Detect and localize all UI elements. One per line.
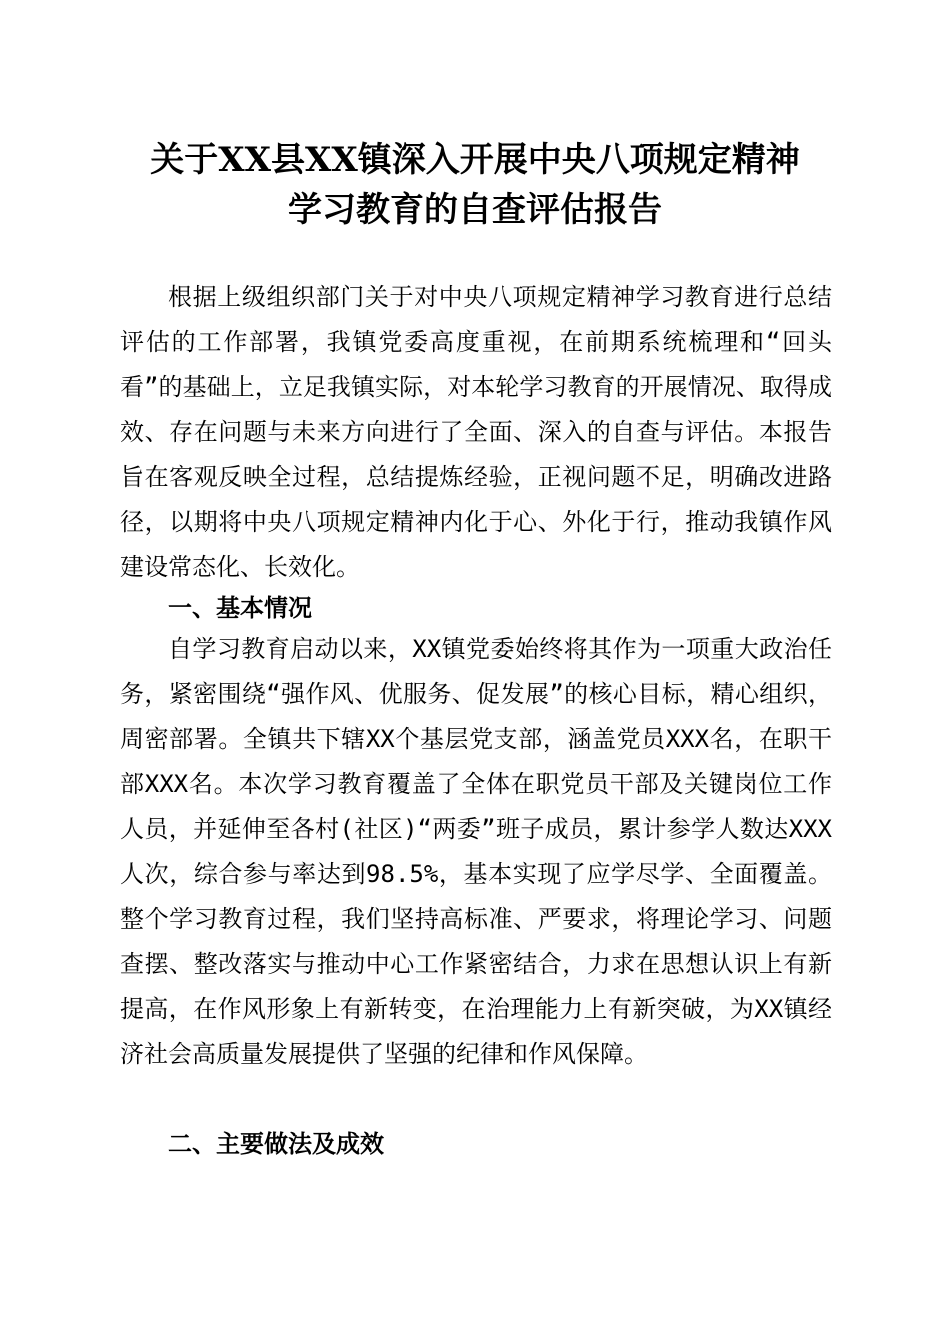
document-title-line-1: 关于XX县XX镇深入开展中央八项规定精神 (150, 140, 800, 180)
section-heading-main-practices: 二、主要做法及成效 (168, 1130, 384, 1158)
section-heading-basic-situation: 一、基本情况 (168, 594, 312, 622)
intro-paragraph: 根据上级组织部门关于对中央八项规定精神学习教育进行总结评估的工作部署，我镇党委高度重视，在前期系统梳理和“回头看”的基础上，立足我镇实际，对本轮学习教育的开展情况、取得成效、存在问题与未来方向进行了全面、深入的自查与评估。本报告旨在客观反映全过程，总结提炼经验，正视问题不足，明确改进路径，以期将中央八项规定精神内化于心、外化于行，推动我镇作风建设常态化、长效化。 (120, 283, 832, 581)
document-title-line-2: 学习教育的自查评估报告 (288, 190, 662, 230)
basic-situation-paragraph: 自学习教育启动以来，XX镇党委始终将其作为一项重大政治任务，紧密围绕“强作风、优服务、促发展”的核心目标，精心组织，周密部署。全镇共下辖XX个基层党支部，涵盖党员XXX名，在职干部XXX名。本次学习教育覆盖了全体在职党员干部及关键岗位工作人员，并延伸至各村(社区)“两委”班子成员，累计参学人数达XXX人次，综合参与率达到98.5%，基本实现了应学尽学、全面覆盖。整个学习教育过程，我们坚持高标准、严要求，将理论学习、问题查摆、整改落实与推动中心工作紧密结合，力求在思想认识上有新提高，在作风形象上有新转变，在治理能力上有新突破，为XX镇经济社会高质量发展提供了坚强的纪律和作风保障。 (120, 635, 832, 1068)
